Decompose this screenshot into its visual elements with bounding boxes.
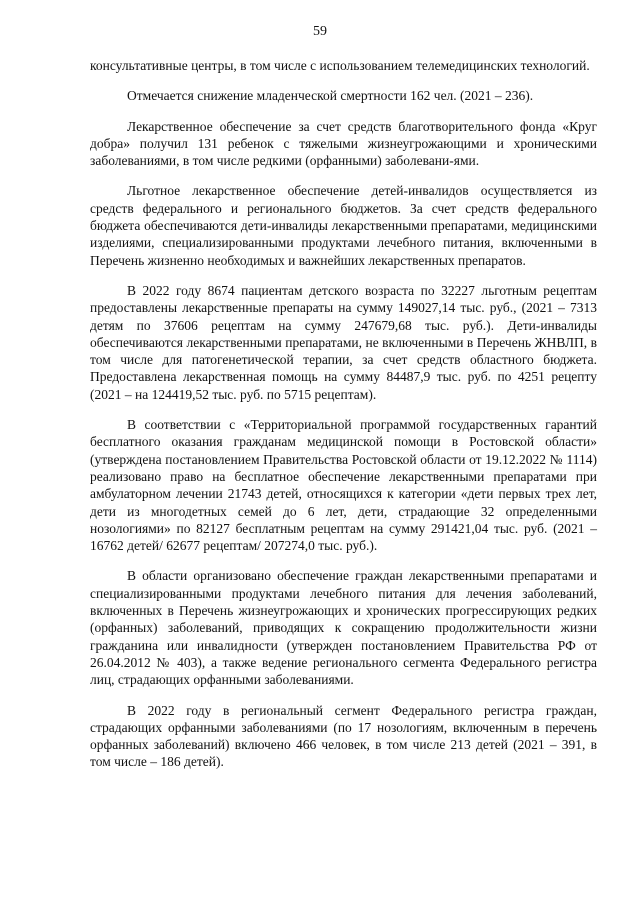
paragraph-5: В 2022 году 8674 пациентам детского возраста по 32227 льготным рецептам предоставлены лекарственные препараты на сумму 149027,14 тыс. руб., (2021 – 7313 детям по 37606 рецептам на сумму 247679,68 тыс. руб.). Дети-инвалиды обеспечиваются лекарственными препаратами, не включенными в Перечень ЖНВЛП, в том числе для патогенетической терапии, за счет средств областного бюджета. Предоставлена лекарственная помощь на сумму 84487,9 тыс. руб. по 4251 рецепту (2021 – на 124419,52 тыс. руб. по 5715 рецептам). <box>90 282 597 402</box>
page-body <box>90 57 597 784</box>
paragraph-3: Лекарственное обеспечение за счет средств благотворительного фонда «Круг добра» получил 131 ребенок с тяжелыми жизнеугрожающими и хроническими заболеваниями, в том числе редкими (орфанными) заболевани-ями. <box>90 118 597 169</box>
paragraph-8: В 2022 году в региональный сегмент Федерального регистра граждан, страдающих орфанными заболеваниями (по 17 нозологиям, включенным в перечень орфанных заболеваний) включено 466 человек, в том числе 213 детей (2021 – 391, в том числе – 186 детей). <box>90 702 597 770</box>
paragraph-6: В соответствии с «Территориальной программой государственных гарантий бесплатного оказания гражданам медицинской помощи в Ростовской области» (утверждена постановлением Правительства Ростовской области от 19.12.2022 № 1114) реализовано право на бесплатное обеспечение лекарственными препаратами при амбулаторном лечении 21743 детей, относящихся к категории «дети первых трех лет, дети из многодетных семей до 6 лет, дети, страдающие 32 определенными нозологиями» по 82127 бесплатным рецептам на сумму 291421,04 тыс. руб. (2021 – 16762 детей/ 62677 рецептам/ 207274,0 тыс. руб.). <box>90 417 597 554</box>
page-number: 59 <box>313 24 327 39</box>
paragraph-2: Отмечается снижение младенческой смертности 162 чел. (2021 – 236). <box>127 88 534 104</box>
paragraph-4: Льготное лекарственное обеспечение детей-инвалидов осуществляется из средств федерального и регионального бюджетов. За счет средств федерального бюджета обеспечиваются дети-инвалиды лекарственными препаратами, медицинскими изделиями, специализированными продуктами лечебного питания, включенными в Перечень жизненно необходимых и важнейших лекарственных препаратов. <box>90 183 597 268</box>
paragraph-1: консультативные центры, в том числе с использованием телемедицинских технологий. <box>90 58 590 73</box>
paragraph-7: В области организовано обеспечение граждан лекарственными препаратами и специализированными продуктами лечебного питания для лечения заболеваний, включенных в Перечень жизнеугрожающих и хронических прогрессирующих редких (орфанных) заболеваний, приводящих к сокращению продолжительности жизни гражданина или инвалидности (утвержден постановлением Правительства РФ от 26.04.2012 № 403), а также ведение регионального сегмента Федерального регистра лиц, страдающих орфанными заболеваниями. <box>90 568 597 688</box>
